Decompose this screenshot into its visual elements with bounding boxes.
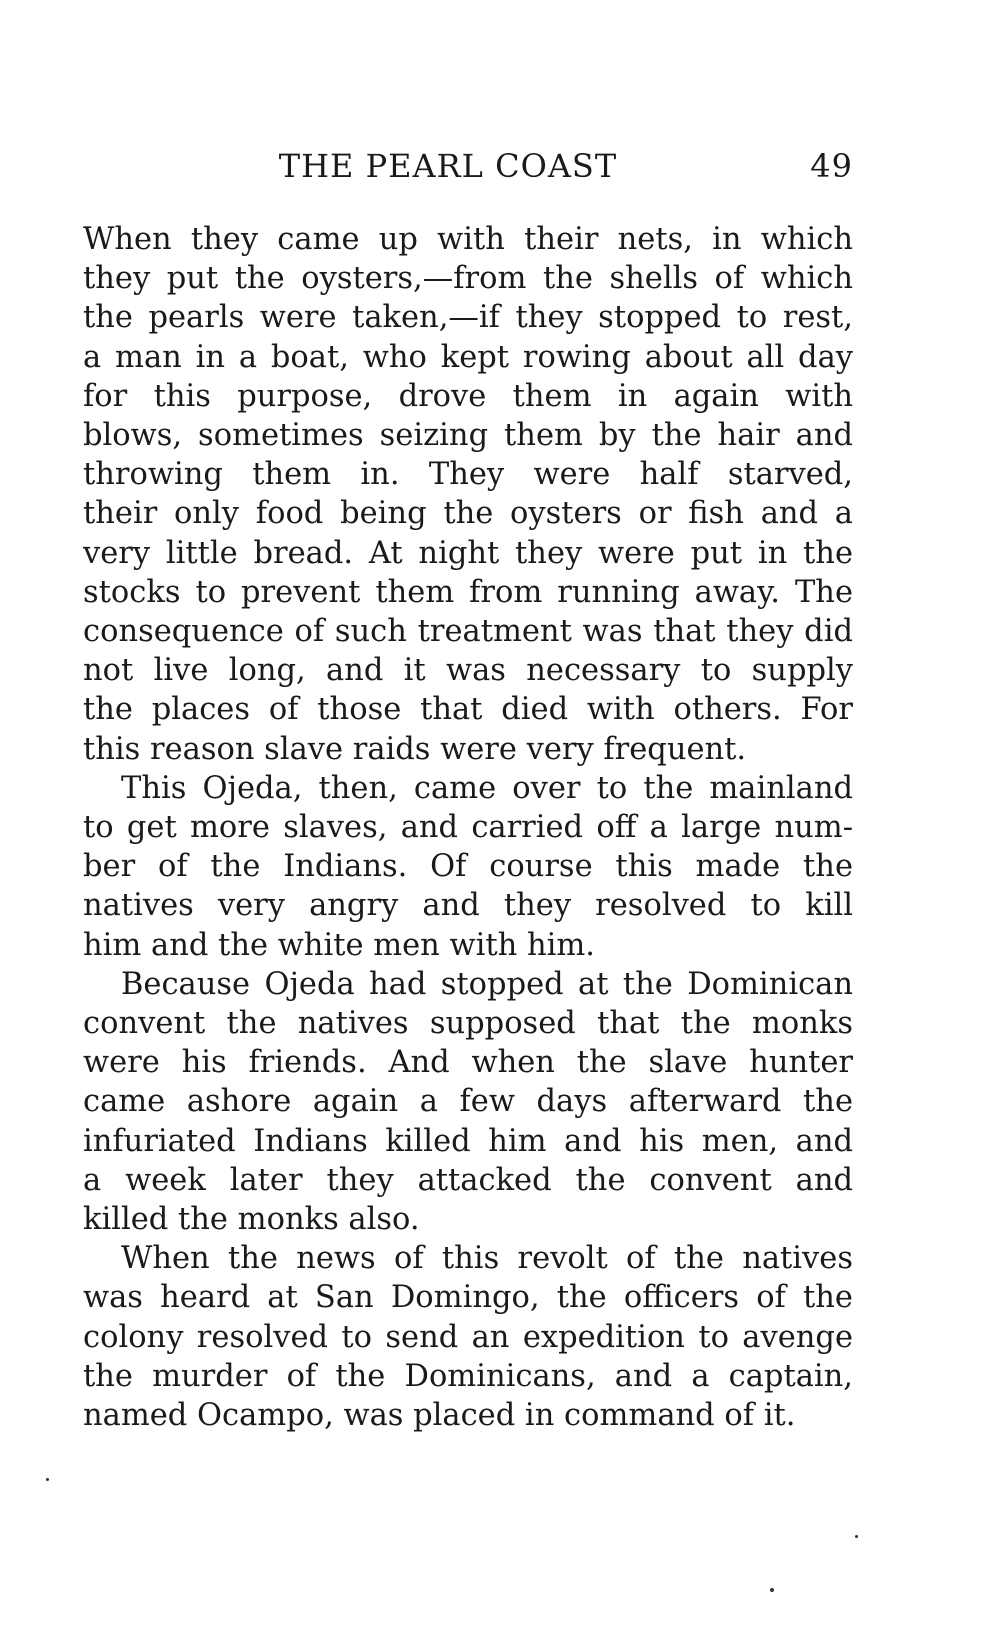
text-line: the pearls were taken,—if they stopped to rest, [83,300,853,336]
text-line: blows, sometimes seizing them by the hair and [83,418,853,454]
text-line: colony resolved to send an expedition to avenge [83,1319,853,1355]
text-line: When the news of this revolt of the natives [121,1241,853,1277]
text-line: ber of the Indians. Of course this made the [83,849,853,885]
text-line: a man in a boat, who kept rowing about all day [83,339,853,375]
text-line: This Ojeda, then, came over to the mainland [121,770,853,806]
text-line: throwing them in. They were half starved, [83,457,853,493]
page-number: 49 [810,147,853,185]
text-line: their only food being the oysters or fish and a [83,496,853,532]
text-line: the murder of the Dominicans, and a captain, [83,1358,853,1394]
scan-speck [855,1535,858,1538]
text-line: him and the white men with him. [83,927,595,963]
running-title: THE PEARL COAST [278,147,618,185]
text-line: convent the natives supposed that the monks [83,1006,853,1042]
text-line: came ashore again a few days afterward the [83,1084,853,1120]
text-line: stocks to prevent them from running away. The [83,574,853,610]
paragraph-4 [83,1239,853,1435]
text-line: When they came up with their nets, in which [83,222,853,257]
text-line: were his friends. And when the slave hunter [83,1045,853,1081]
paragraph-2 [83,769,853,965]
text-line: a week later they attacked the convent and [83,1162,853,1198]
text-line: Because Ojeda had stopped at the Dominican [121,966,853,1002]
text-line: named Ocampo, was placed in command of it. [83,1398,796,1434]
text-line: this reason slave raids were very frequent. [83,731,747,767]
scan-speck [46,1478,49,1481]
text-line: was heard at San Domingo, the officers of the [83,1280,853,1316]
paragraph-1 [83,220,853,769]
text-line: very little bread. At night they were put in the [83,535,853,571]
text-line: consequence of such treatment was that they did [83,614,853,650]
running-head [83,147,853,191]
text-line: for this purpose, drove them in again with [83,378,853,414]
text-line: to get more slaves, and carried off a large num- [83,810,853,846]
text-line: infuriated Indians killed him and his men, and [83,1123,853,1159]
text-line: natives very angry and they resolved to kill [83,888,853,924]
text-line: the places of those that died with others. For [83,692,853,728]
text-line: they put the oysters,—from the shells of which [83,261,853,297]
scan-speck [770,1588,774,1592]
text-line: not live long, and it was necessary to supply [83,653,853,689]
paragraph-3 [83,965,853,1239]
body-text [83,220,853,1435]
text-line: killed the monks also. [83,1202,420,1238]
